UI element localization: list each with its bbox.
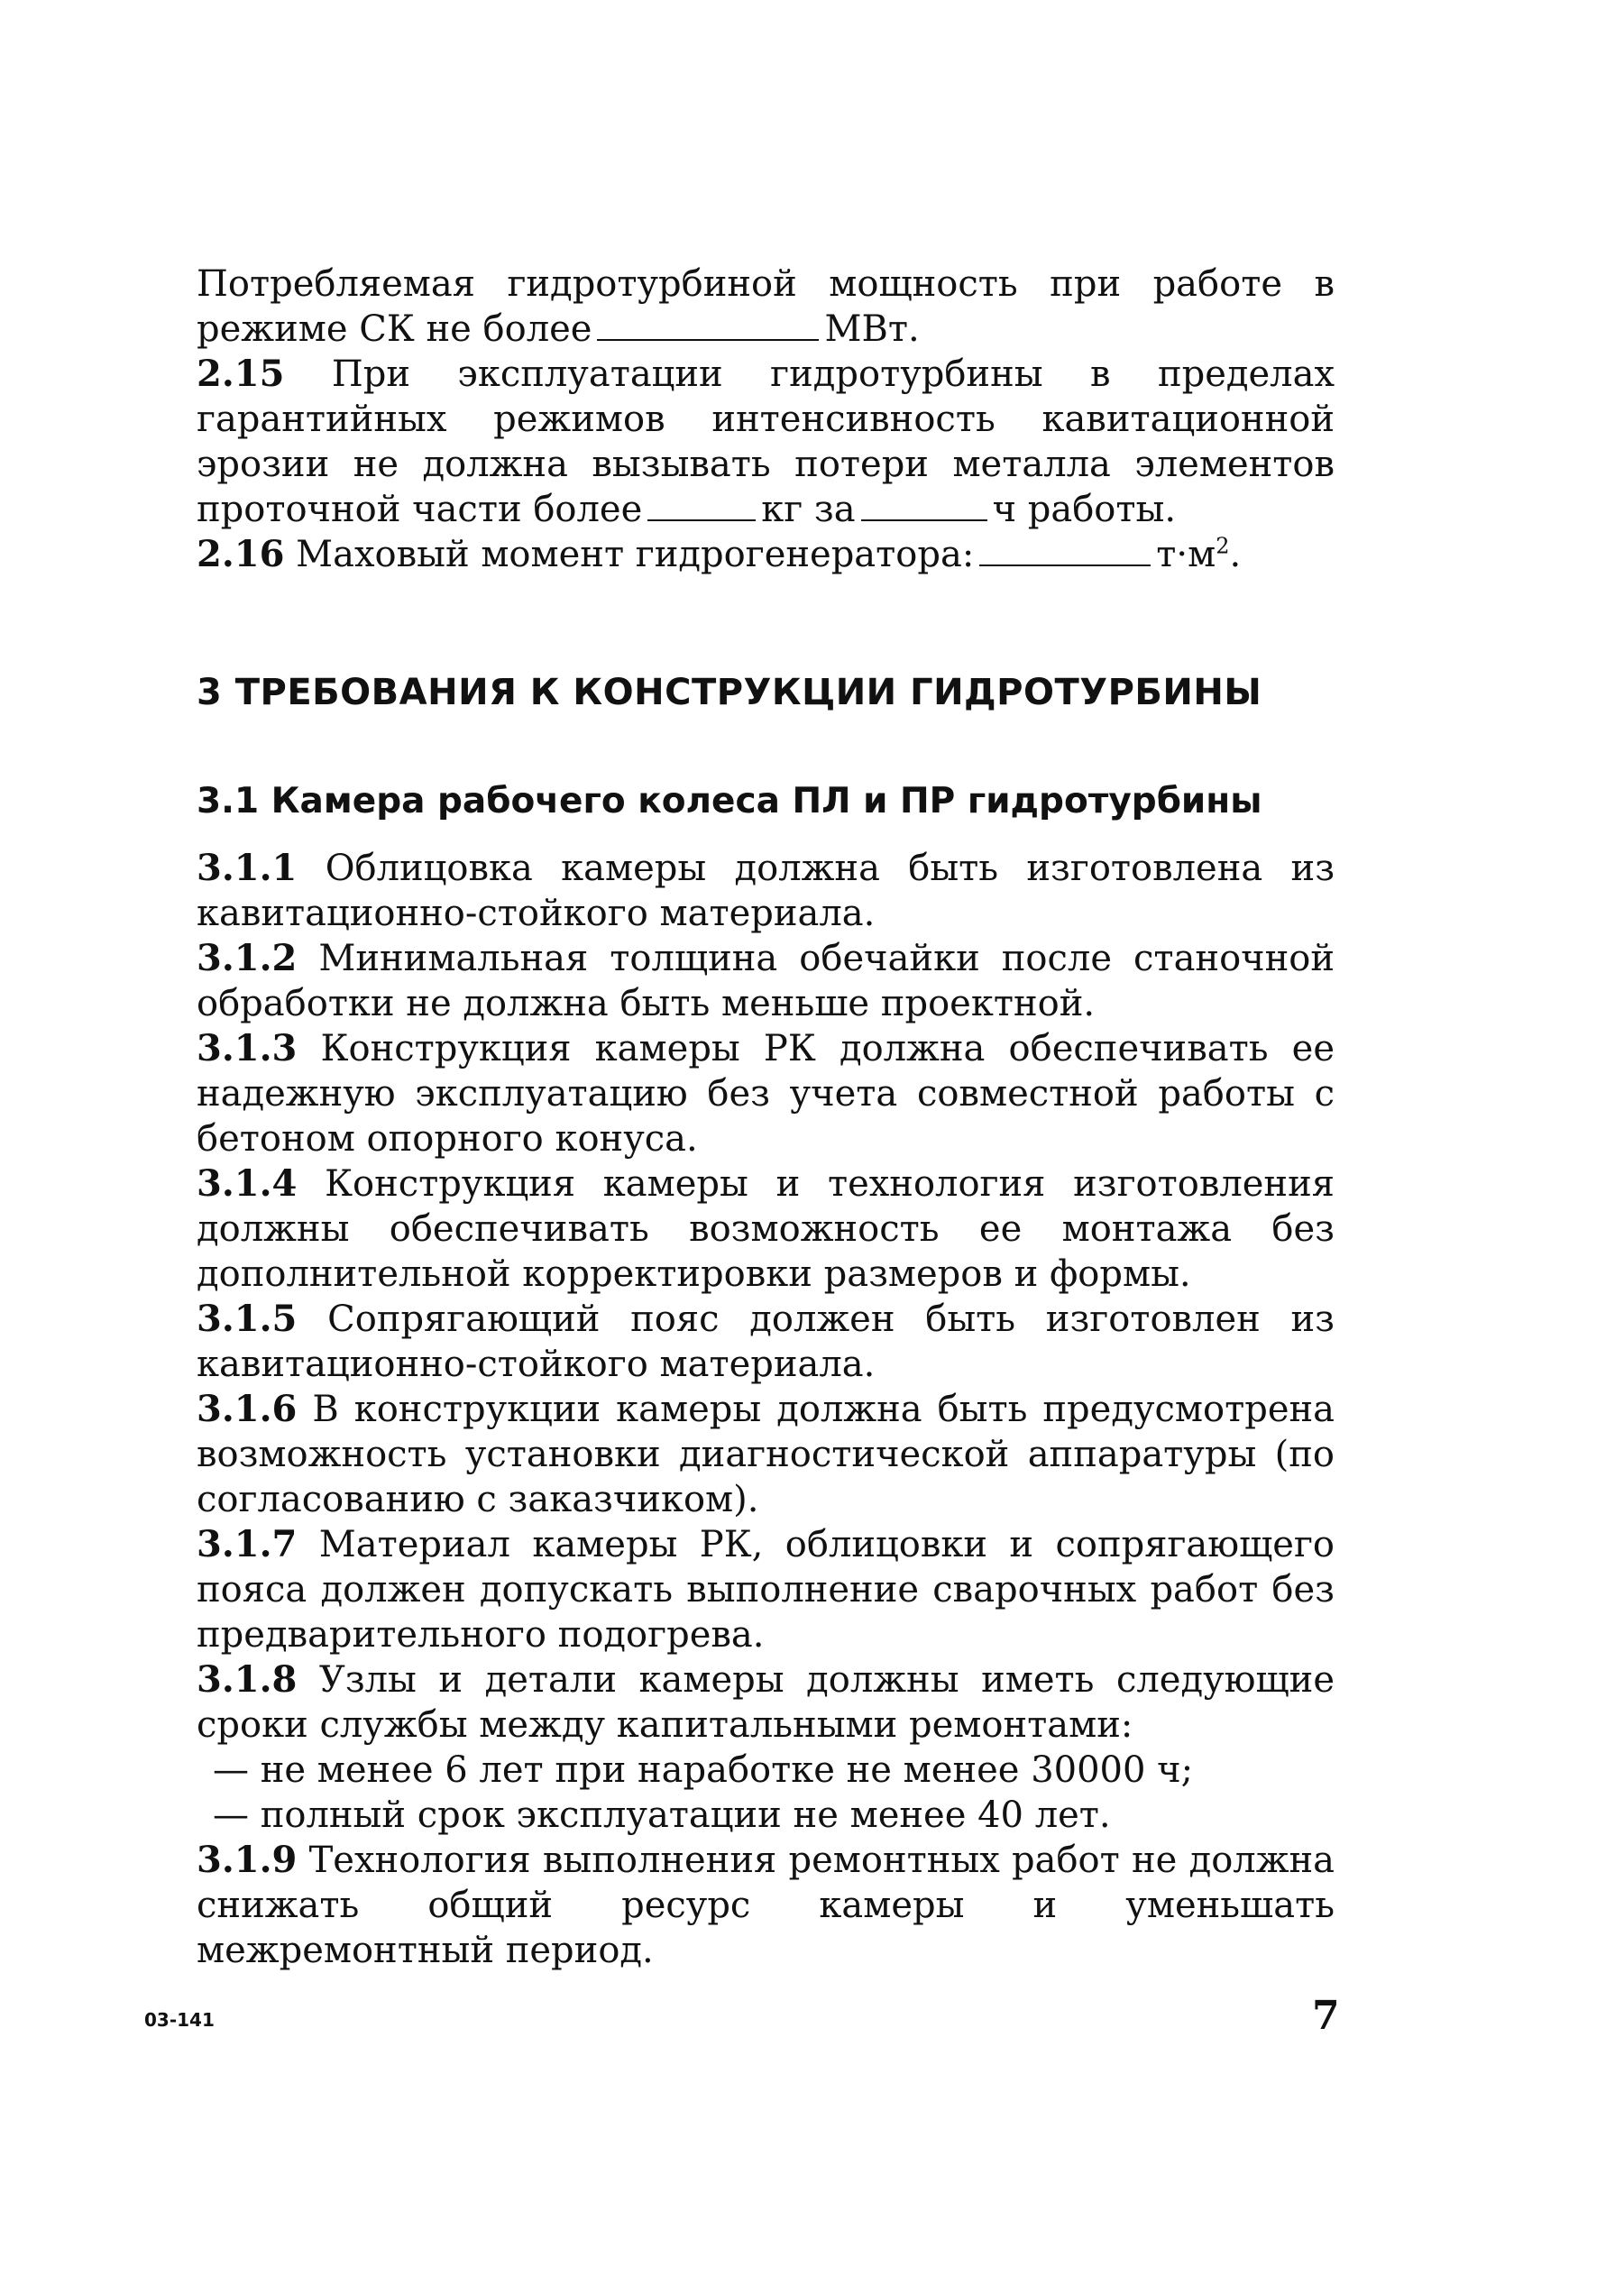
clause-text: При эксплуатации гидротурбины в пределах гарантийных режимов интенсивность кавитационной эрозии не должна вызывать потери металла элементов проточной части более <box>197 353 1335 530</box>
subsection-3-1-body <box>197 846 1335 1973</box>
clause-3-1-3 <box>197 1026 1335 1161</box>
clause-text: Минимальная толщина обечайки после станочной обработки не должна быть меньше проектной. <box>197 938 1335 1024</box>
unit-text: т·м <box>1156 534 1216 575</box>
clause-text: Конструкция камеры РК должна обеспечивать ее надежную эксплуатацию без учета совместной работы с бетоном опорного конуса. <box>197 1028 1335 1160</box>
clause-text: Технология выполнения ремонтных работ не должна снижать общий ресурс камеры и уменьшать межремонтный период. <box>197 1840 1335 1971</box>
paragraph-text: Потребляемая гидротурбиной мощность при работе в <box>197 263 1335 305</box>
clause-3-1-2 <box>197 936 1335 1026</box>
clause-text: Сопрягающий пояс должен быть изготовлен из кавитационно-стойкого материала. <box>197 1299 1335 1385</box>
fill-blank <box>861 519 987 521</box>
document-code: 03-141 <box>144 2009 215 2031</box>
clause-text: Конструкция камеры и технология изготовления должны обеспечивать возможность ее монтажа без дополнительной корректировки размеров и формы. <box>197 1163 1335 1295</box>
paragraph-text: режиме СК не более <box>197 308 592 350</box>
clause-number: 3.1.9 <box>197 1839 298 1881</box>
clause-2-15 <box>197 352 1335 532</box>
clause-number: 2.15 <box>197 353 285 395</box>
clause-text: ч работы. <box>992 489 1177 530</box>
clause-number: 3.1.3 <box>197 1027 298 1069</box>
clause-number: 3.1.4 <box>197 1162 298 1205</box>
fill-blank <box>647 519 756 521</box>
paragraph-power-consumption <box>197 262 1335 352</box>
clause-text: Узлы и детали камеры должны иметь следующие сроки службы между капитальными ремонтами: <box>197 1659 1335 1746</box>
list-item: — полный срок эксплуатации не менее 40 лет. <box>213 1794 1111 1836</box>
fill-blank <box>597 338 819 341</box>
section-heading: 3 ТРЕБОВАНИЯ К КОНСТРУКЦИИ ГИДРОТУРБИНЫ <box>197 672 1262 713</box>
clause-3-1-9 <box>197 1838 1335 1973</box>
clause-3-1-6 <box>197 1387 1335 1522</box>
clause-text: кг за <box>761 489 856 530</box>
clause-text: В конструкции камеры должна быть предусмотрена возможность установки диагностической аппаратуры (по согласованию с заказчиком). <box>197 1389 1335 1520</box>
page-number: 7 <box>1312 1993 1340 2039</box>
clause-number: 3.1.6 <box>197 1388 298 1430</box>
clause-3-1-7 <box>197 1522 1335 1657</box>
clause-text: Маховый момент гидрогенератора: <box>296 534 975 575</box>
clause-number: 3.1.1 <box>197 847 298 889</box>
clause-3-1-8 <box>197 1657 1335 1748</box>
fill-blank <box>979 564 1151 566</box>
clause-number: 2.16 <box>197 533 285 575</box>
clause-3-1-4 <box>197 1161 1335 1297</box>
clause-number: 3.1.5 <box>197 1298 298 1340</box>
clause-text: Материал камеры РК, облицовки и сопрягающего пояса должен допускать выполнение сварочных работ без предварительного подогрева. <box>197 1524 1335 1656</box>
subsection-heading: 3.1 Камера рабочего колеса ПЛ и ПР гидротурбины <box>197 781 1262 821</box>
list-item: — не менее 6 лет при наработке не менее 30000 ч; <box>213 1749 1194 1791</box>
clause-number: 3.1.7 <box>197 1523 298 1565</box>
clause-2-16 <box>197 532 1335 577</box>
paragraph-text: МВт. <box>824 308 920 350</box>
clause-3-1-5 <box>197 1297 1335 1387</box>
clause-3-1-1 <box>197 846 1335 936</box>
clause-number: 3.1.2 <box>197 937 298 979</box>
unit-superscript: 2 <box>1216 533 1230 559</box>
punctuation: . <box>1229 534 1242 575</box>
section-2-continuation <box>197 262 1335 577</box>
clause-text: Облицовка камеры должна быть изготовлена из кавитационно-стойкого материала. <box>197 848 1335 934</box>
clause-number: 3.1.8 <box>197 1658 298 1701</box>
